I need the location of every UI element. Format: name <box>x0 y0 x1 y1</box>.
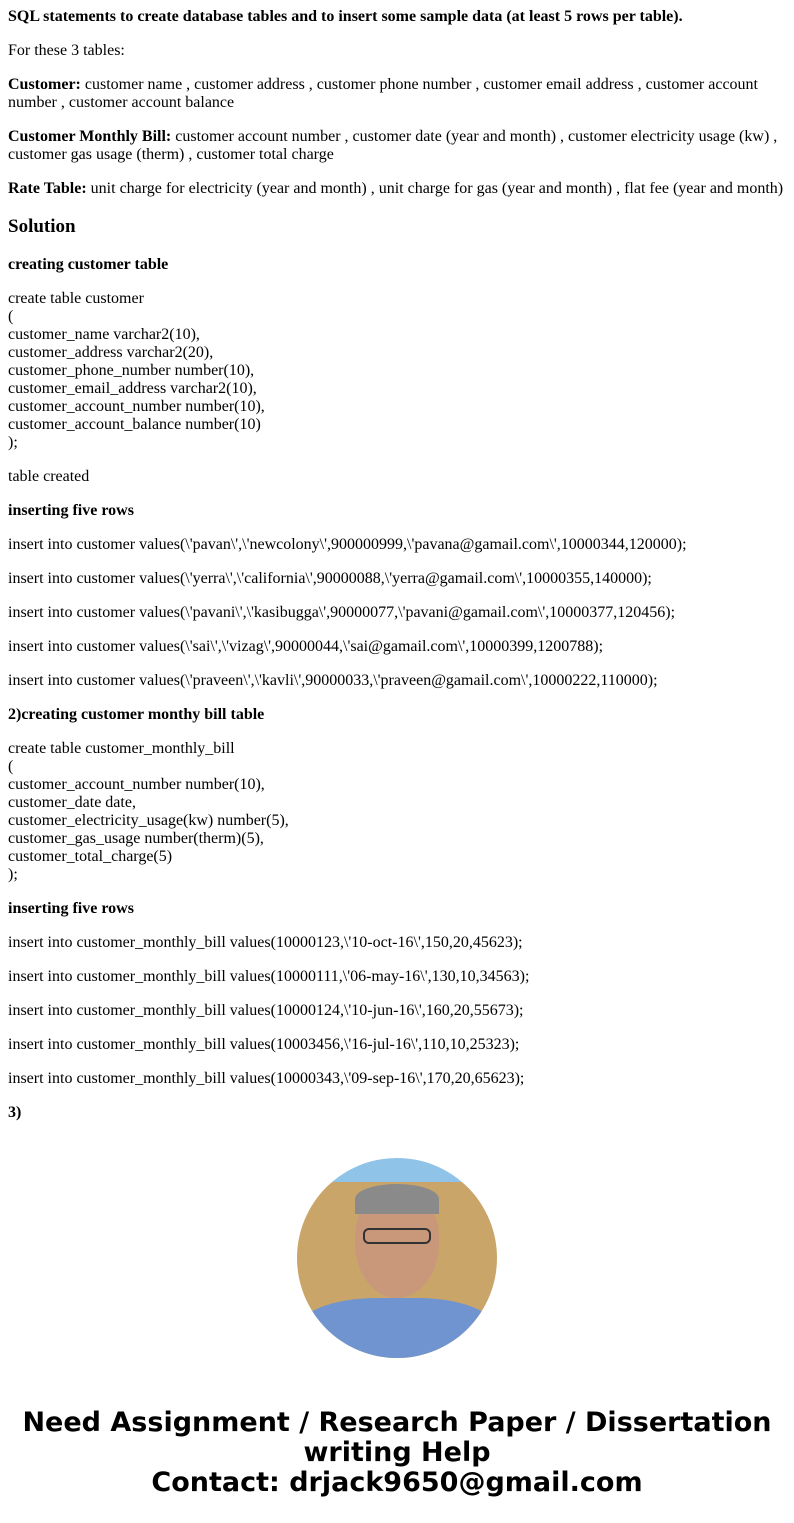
section-heading: 2)creating customer monthy bill table <box>8 706 265 723</box>
section-heading: inserting five rows <box>8 900 134 917</box>
insert-statement: insert into customer_monthly_bill values(10000124,\'10-jun-16\',160,20,55673); <box>8 1002 524 1019</box>
code-line: create table customer <box>8 290 144 307</box>
create-customer-code <box>8 290 786 452</box>
code-line: ); <box>8 434 18 451</box>
section-heading: inserting five rows <box>8 502 134 519</box>
code-line: customer_total_charge(5) <box>8 848 173 865</box>
code-line: ); <box>8 866 18 883</box>
promo-banner: Need Assignment / Research Paper / Dissertation writing Help Contact: drjack9650@gmail.com <box>22 1407 772 1498</box>
section-heading: creating customer table <box>8 256 169 273</box>
question-title: SQL statements to create database tables and to insert some sample data (at least 5 rows per table). <box>8 8 683 25</box>
insert-statement: insert into customer values(\'praveen\',\'kavli\',90000033,\'praveen@gamail.com\',10000222,110000); <box>8 672 658 689</box>
solution-heading: Solution <box>8 216 76 237</box>
create-bill-code <box>8 740 786 884</box>
insert-statement: insert into customer values(\'pavan\',\'newcolony\',900000999,\'pavana@gamail.com\',10000344,120000); <box>8 536 687 553</box>
table-spec <box>8 180 786 198</box>
code-line: customer_account_number number(10), <box>8 776 265 793</box>
code-line: ( <box>8 308 14 325</box>
insert-statement: insert into customer values(\'sai\',\'vizag\',90000044,\'sai@gamail.com\',10000399,1200788); <box>8 638 604 655</box>
table-name: Customer Monthly Bill: <box>8 128 172 145</box>
code-line: customer_account_number number(10), <box>8 398 265 415</box>
table-spec <box>8 128 786 164</box>
insert-statement: insert into customer values(\'pavani\',\'kasibugga\',90000077,\'pavani@gamail.com\',10000377,120456); <box>8 604 676 621</box>
insert-statement: insert into customer values(\'yerra\',\'california\',90000088,\'yerra@gamail.com\',10000355,140000); <box>8 570 652 587</box>
code-line: create table customer_monthly_bill <box>8 740 235 757</box>
table-fields: unit charge for electricity (year and month) , unit charge for gas (year and month) , flat fee (year and month) <box>86 180 784 197</box>
result-text: table created <box>8 468 90 485</box>
code-line: customer_gas_usage number(therm)(5), <box>8 830 264 847</box>
code-line: customer_email_address varchar2(10), <box>8 380 257 397</box>
code-line: customer_address varchar2(20), <box>8 344 214 361</box>
table-fields: customer account number , customer date (year and month) , customer electricity usage (kw) , customer gas usage (therm) , customer total charge <box>8 128 778 163</box>
table-spec <box>8 76 786 112</box>
code-line: customer_electricity_usage(kw) number(5), <box>8 812 289 829</box>
question-intro: For these 3 tables: <box>8 42 125 59</box>
author-photo <box>297 1158 497 1358</box>
code-line: customer_date date, <box>8 794 136 811</box>
code-line: customer_name varchar2(10), <box>8 326 200 343</box>
table-name: Customer: <box>8 76 81 93</box>
code-line: customer_account_balance number(10) <box>8 416 261 433</box>
code-line: customer_phone_number number(10), <box>8 362 255 379</box>
insert-statement: insert into customer_monthly_bill values(10003456,\'16-jul-16\',110,10,25323); <box>8 1036 520 1053</box>
insert-statement: insert into customer_monthly_bill values(10000111,\'06-may-16\',130,10,34563); <box>8 968 530 985</box>
insert-statement: insert into customer_monthly_bill values(10000343,\'09-sep-16\',170,20,65623); <box>8 1070 525 1087</box>
code-line: ( <box>8 758 14 775</box>
section-heading: 3) <box>8 1104 22 1121</box>
insert-statement: insert into customer_monthly_bill values(10000123,\'10-oct-16\',150,20,45623); <box>8 934 523 951</box>
table-name: Rate Table: <box>8 180 87 197</box>
table-fields: customer name , customer address , customer phone number , customer email address , customer account number , customer account balance <box>8 76 758 111</box>
